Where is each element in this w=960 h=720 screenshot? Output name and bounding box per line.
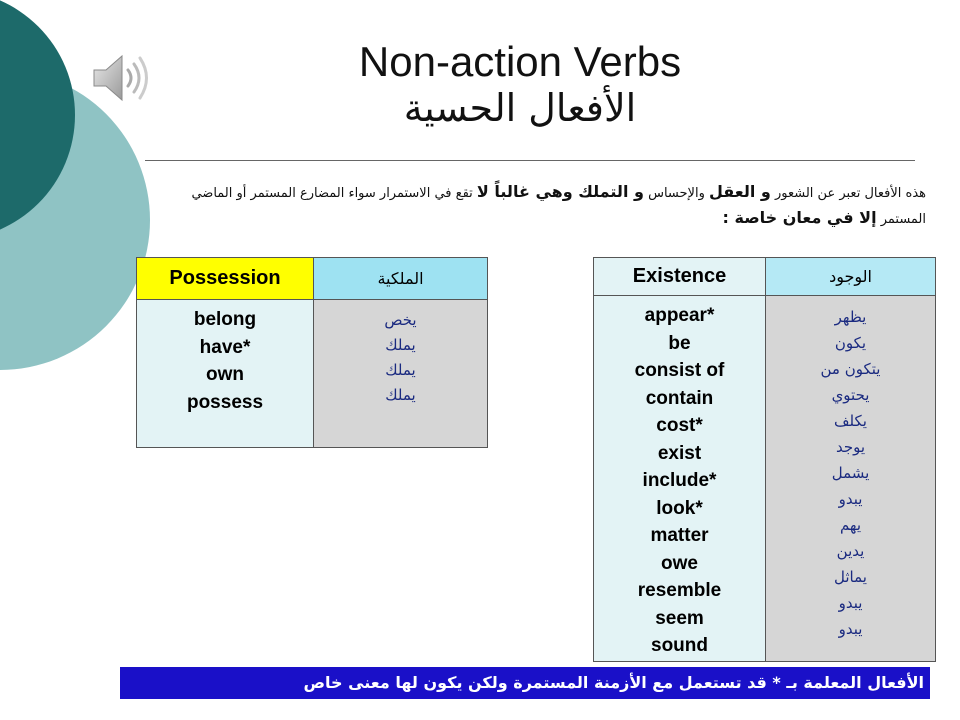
verb-ar: يكون — [834, 334, 867, 352]
verb-ar: يملك — [385, 386, 416, 404]
verb-ar: يشمل — [831, 464, 870, 482]
verb-en: appear* — [644, 305, 715, 326]
verb-en: have* — [199, 336, 251, 358]
verb-ar: يتكون من — [820, 360, 881, 378]
verb-ar: يهم — [839, 516, 862, 534]
title-english: Non-action Verbs — [358, 38, 682, 85]
verb-en: exist — [657, 442, 702, 464]
existence-header-arabic: الوجود — [766, 258, 936, 296]
possession-header-arabic: الملكية — [314, 258, 488, 300]
intro-part-1: هذه الأفعال تعبر عن الشعور — [774, 186, 926, 201]
verb-en: resemble — [637, 580, 722, 601]
existence-english-list — [594, 296, 766, 662]
verb-ar: يبدو — [838, 490, 863, 508]
verb-ar: يبدو — [838, 594, 863, 612]
intro-bold-2: و التملك وهي غالباً لا — [476, 182, 644, 201]
existence-header-english: Existence — [594, 258, 766, 296]
verb-ar: يكلف — [834, 412, 867, 430]
verb-ar: يماثل — [834, 568, 867, 586]
intro-bold-3: إلا في معان خاصة : — [722, 208, 877, 227]
verb-ar: يخص — [384, 311, 417, 329]
footer-note: الأفعال المعلمة بـ * قد تستعمل مع الأزمنة المستمرة ولكن يكون لها معنى خاص — [120, 667, 930, 699]
verb-ar: يملك — [385, 336, 416, 354]
verb-en: belong — [193, 309, 257, 330]
verb-en: sound — [651, 635, 708, 656]
existence-table — [593, 257, 936, 662]
verb-en: consist of — [634, 360, 725, 381]
verb-en: look* — [656, 497, 703, 519]
intro-bold-1: و العقل — [709, 182, 771, 201]
title-arabic: الأفعال الحسية — [403, 86, 637, 130]
title-divider — [145, 160, 915, 161]
verb-en: contain — [645, 387, 714, 409]
verb-en: own — [206, 364, 244, 385]
existence-arabic-list — [766, 296, 936, 662]
verb-en: include* — [642, 470, 717, 491]
intro-part-2: والإحساس — [648, 186, 705, 201]
possession-english-list — [137, 300, 314, 448]
verb-ar: يدين — [836, 542, 865, 560]
possession-table — [136, 257, 488, 448]
intro-part-3: تقع في الاستمرار سواء المضارع المستمر أو الماضي المستمر — [191, 186, 926, 227]
verb-ar: يوجد — [835, 438, 866, 456]
verb-en: be — [668, 332, 691, 354]
verb-ar: يبدو — [838, 620, 863, 638]
verb-en: cost* — [656, 415, 703, 436]
verb-en: owe — [661, 552, 698, 574]
verb-en: matter — [650, 525, 709, 546]
intro-text — [180, 180, 926, 232]
verb-ar: يظهر — [834, 308, 867, 326]
verb-ar: يحتوي — [831, 386, 870, 404]
possession-arabic-list — [314, 300, 488, 448]
verb-en: possess — [186, 391, 264, 413]
verb-ar: يملك — [385, 361, 416, 379]
possession-header-english: Possession — [137, 258, 314, 300]
speaker-icon[interactable] — [90, 48, 154, 108]
verb-en: seem — [655, 607, 704, 629]
